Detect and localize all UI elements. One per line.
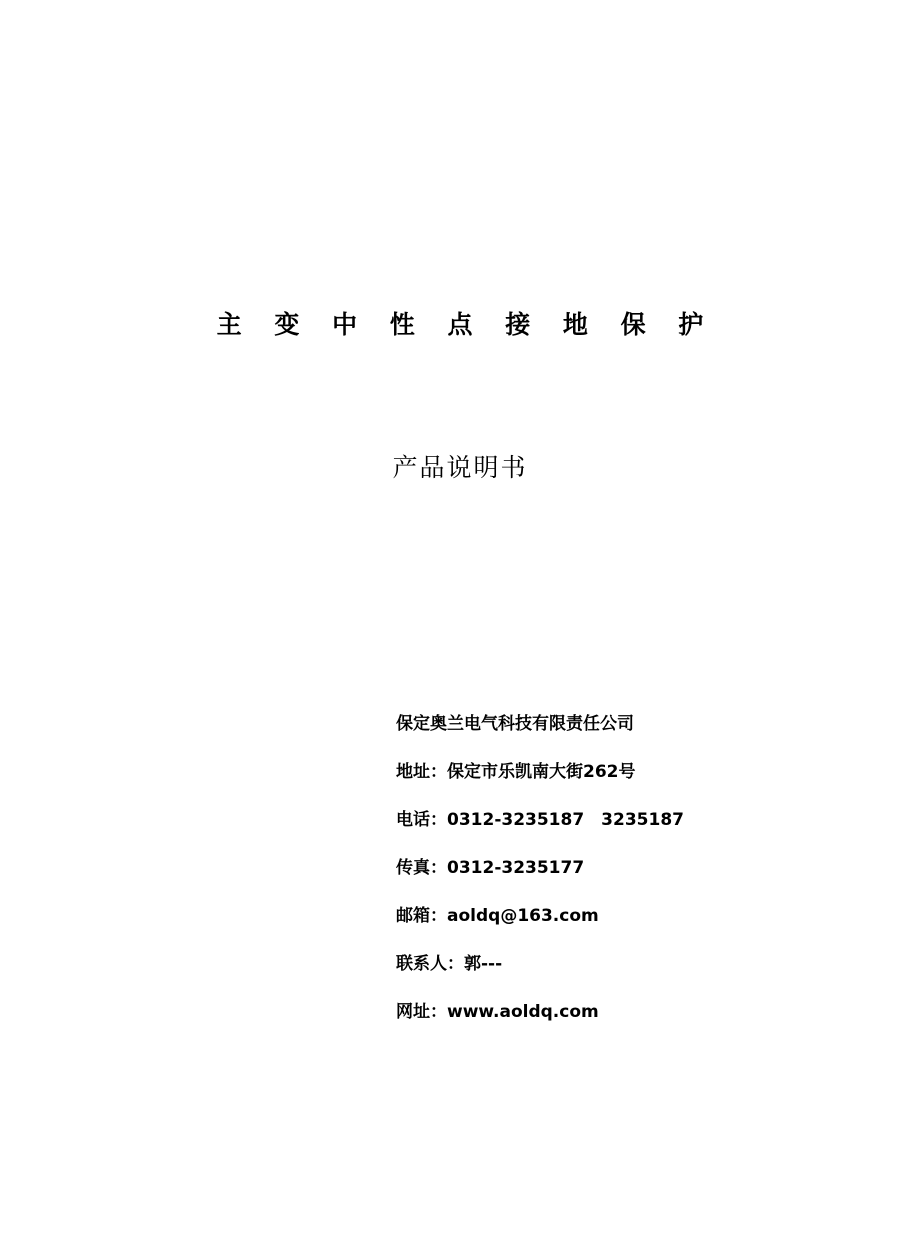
contact-block xyxy=(396,700,816,1036)
company-fax: 传真：0312-3235177 xyxy=(396,858,585,878)
company-name: 保定奥兰电气科技有限责任公司 xyxy=(396,714,634,734)
company-email: 邮箱：aoldq@163.com xyxy=(396,906,599,926)
company-address: 地址：保定市乐凯南大街262号 xyxy=(396,762,636,782)
company-contact-person: 联系人：郭--- xyxy=(396,954,503,974)
page-subtitle: 产品说明书 xyxy=(392,453,528,482)
company-website: 网址：www.aoldq.com xyxy=(396,1002,599,1022)
company-phone: 电话：0312-3235187 3235187 xyxy=(396,810,684,830)
page-title: 主 变 中 性 点 接 地 保 护 xyxy=(216,310,716,339)
